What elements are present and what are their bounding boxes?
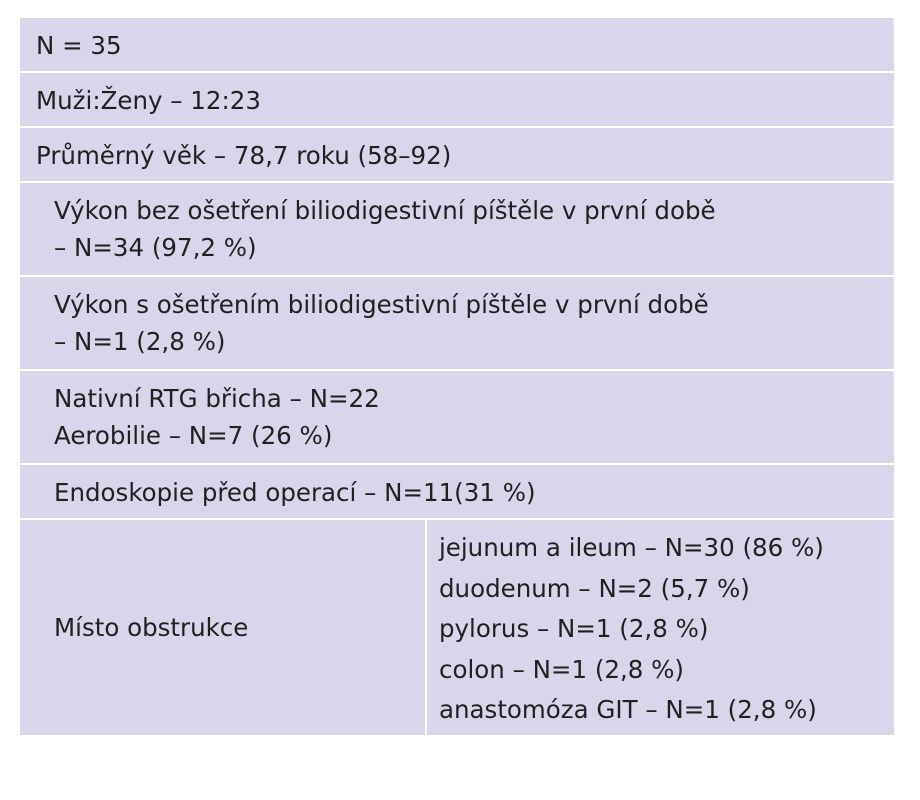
list-item: colon – N=1 (2,8 %) xyxy=(439,654,684,684)
list-item: pylorus – N=1 (2,8 %) xyxy=(439,614,709,643)
table-row-sex-ratio xyxy=(20,73,894,128)
with-fistula-line-1: Výkon s ošetřením biliodigestivní píštěle v první době xyxy=(54,290,709,319)
obstruction-site-label-cell xyxy=(20,520,427,735)
xray-count-text: Nativní RTG břicha – N=22 xyxy=(54,384,380,413)
table-row-endoscopy xyxy=(20,465,894,520)
endoscopy-text: Endoskopie před operací – N=11(31 %) xyxy=(54,478,536,507)
list-item: jejunum a ileum – N=30 (86 %) xyxy=(439,533,824,562)
table-row-age xyxy=(20,128,894,183)
obstruction-site-label: Místo obstrukce xyxy=(54,613,249,642)
obstruction-site-list xyxy=(427,520,894,735)
table-row-count xyxy=(20,18,894,73)
list-item: anastomóza GIT – N=1 (2,8 %) xyxy=(439,695,817,724)
aerobilia-text: Aerobilie – N=7 (26 %) xyxy=(54,421,333,450)
mean-age-text: Průměrný věk – 78,7 roku (58–92) xyxy=(36,141,452,170)
without-fistula-line-2: – N=34 (97,2 %) xyxy=(54,233,257,262)
list-item: duodenum – N=2 (5,7 %) xyxy=(439,573,750,603)
table-row-with-fistula-treatment xyxy=(20,277,894,371)
table-row-abdominal-xray xyxy=(20,371,894,465)
without-fistula-line-1: Výkon bez ošetření biliodigestivní píštěle v první době xyxy=(54,196,716,225)
table-row-obstruction-site xyxy=(20,520,894,735)
sex-ratio-text: Muži:Ženy – 12:23 xyxy=(36,86,261,115)
patient-count-text: N = 35 xyxy=(36,31,122,60)
with-fistula-line-2: – N=1 (2,8 %) xyxy=(54,327,226,356)
patient-summary-table xyxy=(18,18,896,735)
table-row-without-fistula-treatment xyxy=(20,183,894,277)
